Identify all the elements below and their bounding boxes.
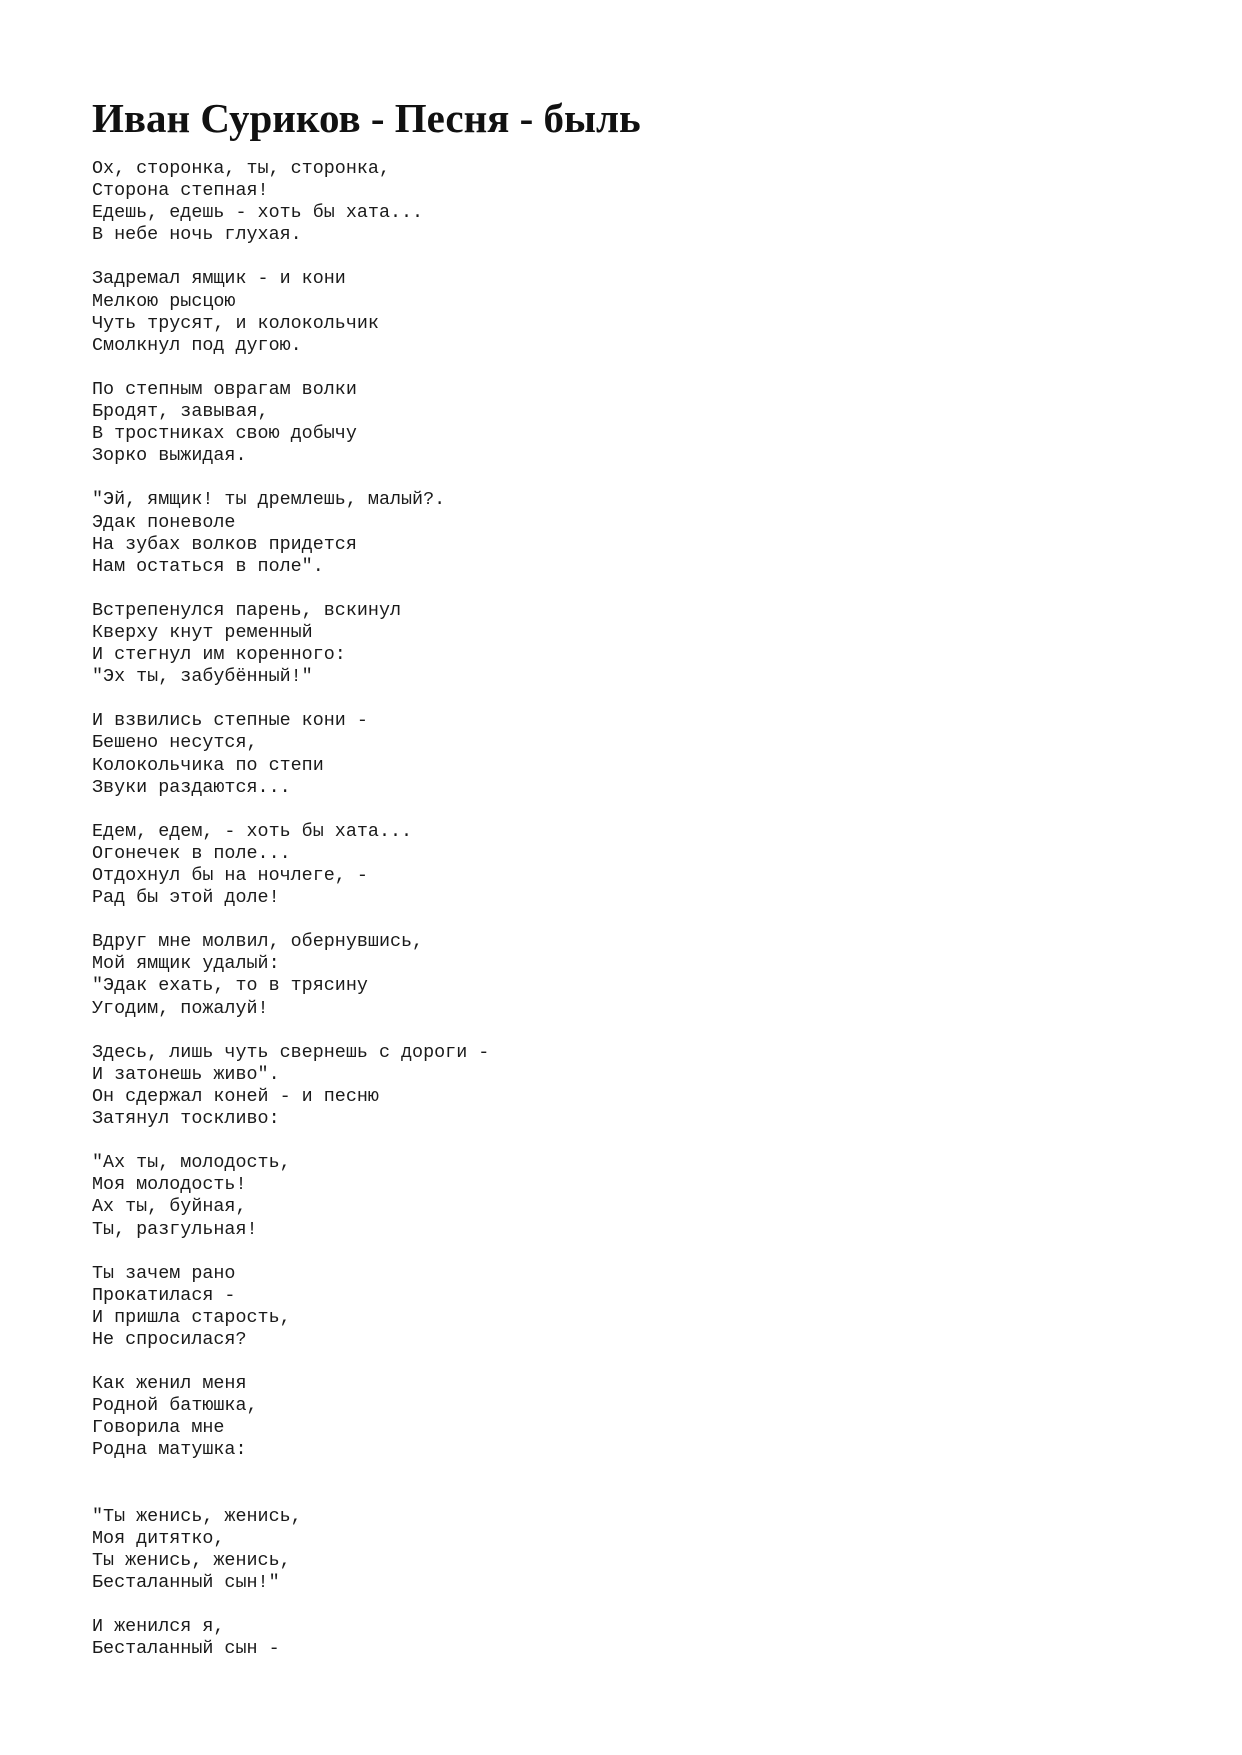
poem-line: Бешено несутся, xyxy=(92,732,258,754)
poem-line: В небе ночь глухая. xyxy=(92,224,302,246)
poem-line: И взвились степные кони - xyxy=(92,710,368,732)
poem-line: Огонечек в поле... xyxy=(92,842,291,864)
poem-line: Мелкою рысцою xyxy=(92,290,236,312)
stanza xyxy=(92,710,489,798)
poem-line: Рад бы этой доле! xyxy=(92,887,280,909)
poem-line: Отдохнул бы на ночлеге, - xyxy=(92,865,368,886)
stanza xyxy=(92,931,489,1019)
poem-line: Затянул тоскливо: xyxy=(92,1108,280,1130)
poem-body xyxy=(92,158,489,1682)
poem-line: Сторона степная! xyxy=(92,180,269,202)
poem-line: Смолкнул под дугою. xyxy=(92,334,302,356)
poem-line: По степным оврагам волки xyxy=(92,378,357,400)
poem-line: И женился я, xyxy=(92,1616,225,1638)
poem-line: "Ты женись, женись, xyxy=(92,1505,302,1527)
poem-line: Встрепенулся парень, вскинул xyxy=(92,599,402,621)
poem-line: На зубах волков придется xyxy=(92,533,357,555)
stanza xyxy=(92,158,489,246)
poem-line: Ты, разгульная! xyxy=(92,1218,258,1240)
poem-line: "Эй, ямщик! ты дремлешь, малый?. xyxy=(92,489,446,511)
poem-line: Моя молодость! xyxy=(92,1174,247,1196)
poem-line: "Эх ты, забубённый!" xyxy=(92,666,313,688)
poem-line: Моя дитятко, xyxy=(92,1527,225,1549)
poem-line: Бесталанный сын - xyxy=(92,1638,280,1660)
poem-line: Родна матушка: xyxy=(92,1439,247,1461)
poem-line: Вдруг мне молвил, обернувшись, xyxy=(92,931,424,953)
stanza xyxy=(92,489,489,577)
poem-line: Бесталанный сын!" xyxy=(92,1572,280,1593)
poem-line: Чуть трусят, и колокольчик xyxy=(92,312,379,334)
poem-line: Как женил меня xyxy=(92,1373,247,1395)
poem-line: Едешь, едешь - хоть бы хата... xyxy=(92,202,424,224)
stanza xyxy=(92,1506,489,1594)
poem-line: Ах ты, буйная, xyxy=(92,1196,247,1218)
poem-line: Ты женись, женись, xyxy=(92,1549,291,1571)
poem-line: Родной батюшка, xyxy=(92,1395,258,1417)
stanza xyxy=(92,821,489,909)
poem-line: Он сдержал коней - и песню xyxy=(92,1085,379,1107)
poem-line: Зорко выжидая. xyxy=(92,445,247,467)
page-title: Иван Суриков - Песня - быль xyxy=(92,95,641,141)
poem-line: Бродят, завывая, xyxy=(92,401,269,423)
stanza xyxy=(92,268,489,356)
poem-line: Едем, едем, - хоть бы хата... xyxy=(92,820,413,842)
poem-line: Не спросилася? xyxy=(92,1328,247,1350)
poem-line: И стегнул им коренного: xyxy=(92,644,346,666)
poem-line: Нам остаться в поле". xyxy=(92,555,324,577)
poem-line: Колокольчика по степи xyxy=(92,754,324,776)
poem-line: Задремал ямщик - и кони xyxy=(92,268,346,290)
poem-line: Угодим, пожалуй! xyxy=(92,997,269,1019)
stanza xyxy=(92,1373,489,1461)
poem-line: Здесь, лишь чуть свернешь с дороги - xyxy=(92,1041,490,1063)
stanza xyxy=(92,1152,489,1240)
stanza xyxy=(92,1616,489,1660)
poem-line: "Эдак ехать, то в трясину xyxy=(92,975,368,997)
poem-line: "Ах ты, молодость, xyxy=(92,1152,291,1174)
stanza xyxy=(92,600,489,688)
poem-line: Прокатилася - xyxy=(92,1284,236,1306)
stanza xyxy=(92,1263,489,1351)
poem-line: Кверху кнут ременный xyxy=(92,621,313,643)
poem-line: Говорила мне xyxy=(92,1417,225,1439)
poem-line: Звуки раздаются... xyxy=(92,776,291,798)
poem-line: И пришла старость, xyxy=(92,1306,291,1328)
stanza xyxy=(92,1042,489,1130)
poem-line: В тростниках свою добычу xyxy=(92,423,357,445)
poem-line: Эдак поневоле xyxy=(92,511,236,533)
poem-line: Мой ямщик удалый: xyxy=(92,953,280,975)
stanza xyxy=(92,379,489,467)
poem-line: Ты зачем рано xyxy=(92,1262,236,1284)
poem-line: И затонешь живо". xyxy=(92,1063,280,1085)
poem-line: Ох, сторонка, ты, сторонка, xyxy=(92,158,390,179)
